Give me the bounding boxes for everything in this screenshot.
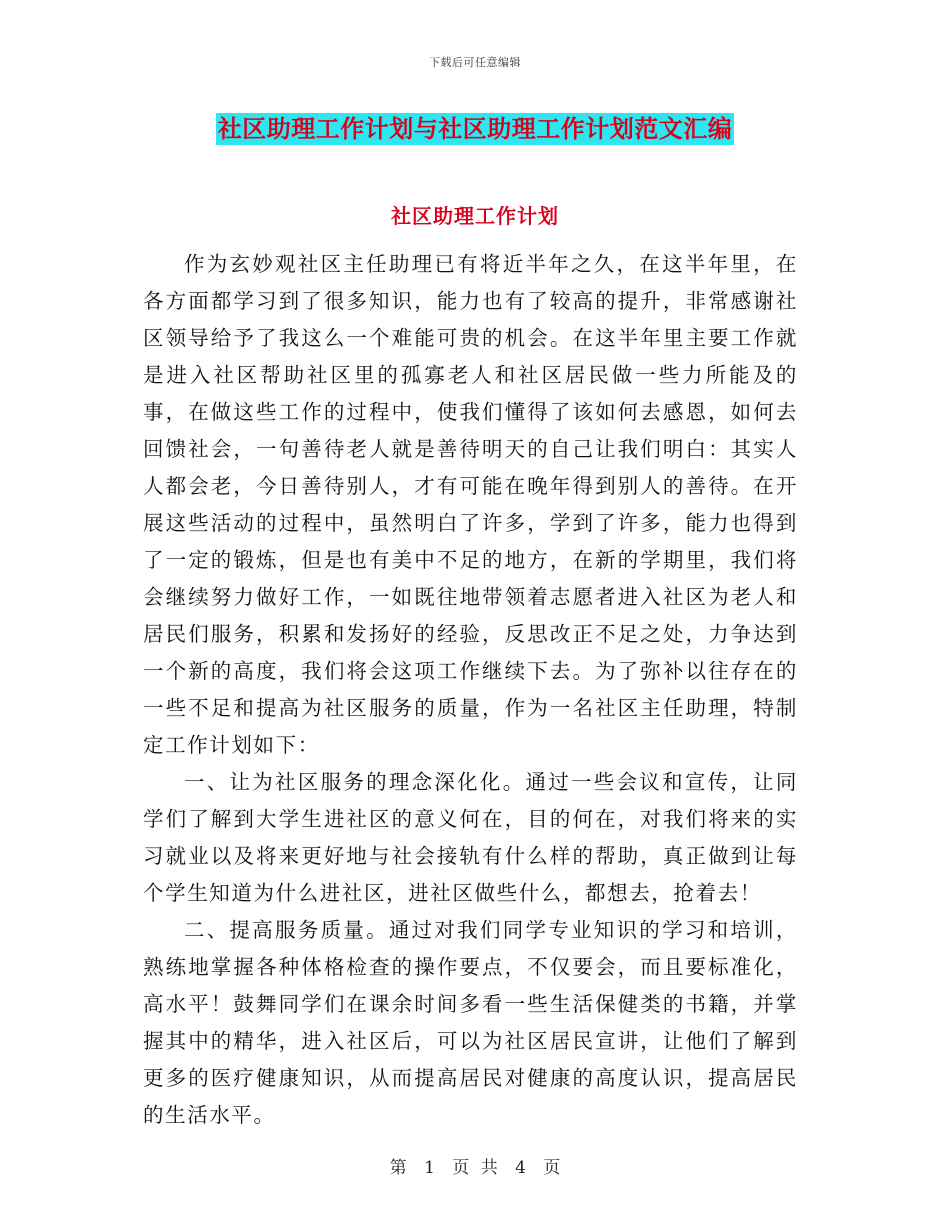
page-mid-text: 页 共 (452, 1158, 498, 1178)
page-suffix: 页 (543, 1158, 561, 1178)
section-title: 社区助理工作计划 (391, 204, 559, 228)
document-body (143, 246, 798, 1134)
total-pages-number: 4 (515, 1158, 526, 1178)
body-paragraph-intro: 作为玄妙观社区主任助理已有将近半年之久，在这半年里，在各方面都学习到了很多知识，能力也有了较高的提升，非常感谢社区领导给予了我这么一个难能可贵的机会。在这半年里主要工作就是进入社区帮助社区里的孤寡老人和社区居民做一些力所能及的事，在做这些工作的过程中，使我们懂得了该如何去感恩，如何去回馈社会，一句善待老人就是善待明天的自己让我们明白：其实人人都会老，今日善待别人，才有可能在晚年得到别人的善待。在开展这些活动的过程中，虽然明白了许多，学到了许多，能力也得到了一定的锻炼，但是也有美中不足的地方，在新的学期里，我们将会继续努力做好工作，一如既往地带领着志愿者进入社区为老人和居民们服务，积累和发扬好的经验，反思改正不足之处，力争达到一个新的高度，我们将会这项工作继续下去。为了弥补以往存在的一些不足和提高为社区服务的质量，作为一名社区主任助理，特制定工作计划如下： (143, 252, 798, 757)
header-note: 下载后可任意编辑 (429, 56, 521, 69)
page-footer (0, 1153, 950, 1178)
body-paragraph-item-2: 二、提高服务质量。通过对我们同学专业知识的学习和培训，熟练地掌握各种体格检查的操作要点，不仅要会，而且要标准化，高水平！鼓舞同学们在课余时间多看一些生活保健类的书籍，并掌握其中的精华，进入社区后，可以为社区居民宣讲，让他们了解到更多的医疗健康知识，从而提高居民对健康的高度认识，提高居民的生活水平。 (143, 918, 798, 1127)
page-prefix: 第 (389, 1158, 407, 1178)
current-page-number: 1 (424, 1158, 435, 1178)
document-title-container (0, 113, 950, 145)
document-title: 社区助理工作计划与社区助理工作计划范文汇编 (217, 114, 733, 143)
body-paragraph-item-1: 一、让为社区服务的理念深化化。通过一些会议和宣传，让同学们了解到大学生进社区的意义何在，目的何在，对我们将来的实习就业以及将来更好地与社会接轨有什么样的帮助，真正做到让每个学生知道为什么进社区，进社区做些什么，都想去，抢着去！ (143, 770, 798, 905)
